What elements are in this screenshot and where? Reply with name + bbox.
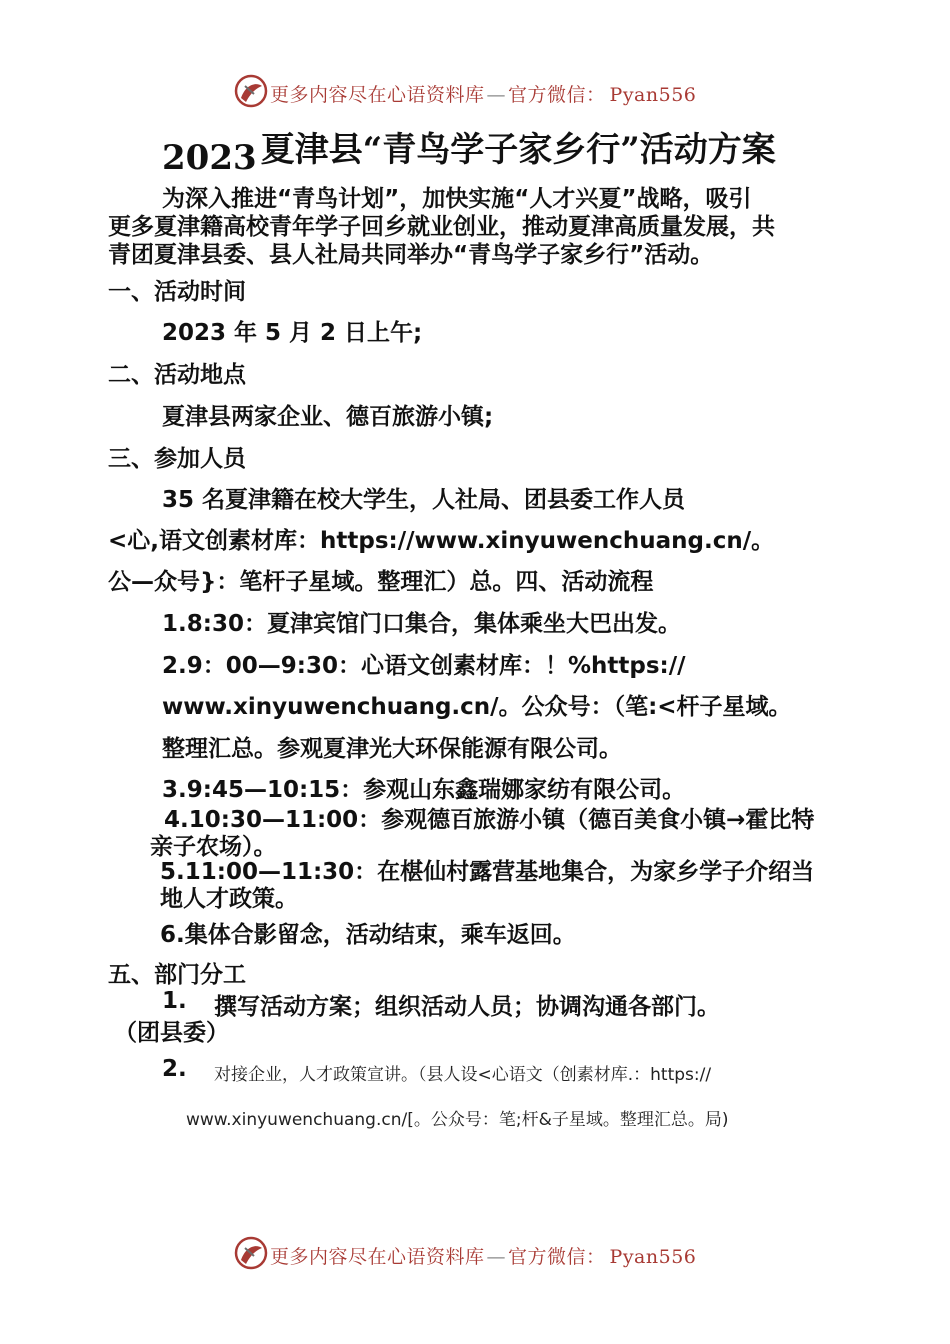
banner-official: 官方微信： <box>508 84 606 106</box>
section-2-body: 夏津县两家企业、德百旅游小镇; <box>162 404 494 430</box>
footer-banner-sep: — <box>486 1246 507 1268</box>
footer-banner <box>0 1236 950 1276</box>
header-banner <box>0 74 950 114</box>
brand-logo-icon <box>234 74 268 108</box>
flow-item-2a: 2.9：00—9:30：心语文创素材库：！%https:// <box>162 653 686 679</box>
intro-line-3: 青团夏津县委、县人社局共同举办“青鸟学子家乡行”活动。 <box>108 242 714 268</box>
flow-item-5a: 5.11:00—11:30：在椹仙村露营基地集合，为家乡学子介绍当 <box>160 859 815 885</box>
section-3-line-2: <心,语文创素材库：https://www.xinyuwenchuang.cn/。 <box>108 528 775 554</box>
section-5-heading: 五、部门分工 <box>108 962 246 988</box>
duty-2-number: 2. <box>162 1056 187 1082</box>
intro-line-1: 为深入推进“青鸟计划”，加快实施“人才兴夏”战略，吸引 <box>162 186 752 212</box>
section-1-body: 2023 年 5 月 2 日上午; <box>162 320 423 346</box>
duty-1-number: 1. <box>162 988 187 1014</box>
flow-item-4b: 亲子农场）。 <box>150 834 277 860</box>
title-text: 夏津县“青鸟学子家乡行”活动方案 <box>260 130 776 170</box>
duty-2-text: 对接企业，人才政策宣讲。（县人设<心语文（创素材库.：https:// <box>214 1065 712 1085</box>
footer-banner-official: 官方微信： <box>508 1246 606 1268</box>
flow-item-5b: 地人才政策。 <box>160 886 298 912</box>
title-year: 2023 <box>162 138 257 178</box>
section-2-heading: 二、活动地点 <box>108 362 246 388</box>
banner-sep: — <box>486 84 507 106</box>
footer-banner-wechat: Pyan556 <box>609 1246 697 1268</box>
flow-item-2c: 整理汇总。参观夏津光大环保能源有限公司。 <box>162 736 622 762</box>
page-title <box>162 122 776 178</box>
flow-item-1: 1.8:30：夏津宾馆门口集合，集体乘坐大巴出发。 <box>162 611 681 637</box>
footer-banner-text <box>270 1242 696 1269</box>
flow-item-2b: www.xinyuwenchuang.cn/。公众号：（笔:<杆子星域。 <box>162 694 792 720</box>
footer-banner-main: 更多内容尽在心语资料库 <box>270 1246 485 1268</box>
banner-wechat: Pyan556 <box>609 84 697 106</box>
duty-1-owner: （团县委） <box>114 1020 229 1046</box>
flow-item-6: 6.集体合影留念，活动结束，乘车返回。 <box>160 922 576 948</box>
intro-line-2: 更多夏津籍高校青年学子回乡就业创业，推动夏津高质量发展，共 <box>108 214 775 240</box>
section-3-body: 35 名夏津籍在校大学生，人社局、团县委工作人员 <box>162 487 686 513</box>
flow-item-4a: 4.10:30—11:00：参观德百旅游小镇（德百美食小镇→霍比特 <box>164 807 815 833</box>
duty-1-text: 撰写活动方案；组织活动人员；协调沟通各部门。 <box>214 994 720 1020</box>
banner-main: 更多内容尽在心语资料库 <box>270 84 485 106</box>
banner-text <box>270 80 696 107</box>
section-1-heading: 一、活动时间 <box>108 279 246 305</box>
section-3-heading: 三、参加人员 <box>108 446 246 472</box>
flow-item-3: 3.9:45—10:15：参观山东鑫瑞娜家纺有限公司。 <box>162 777 686 803</box>
duty-2-text-cont: www.xinyuwenchuang.cn/[。公众号：笔;杆&子星域。整理汇总。局) <box>186 1110 729 1130</box>
section-3-line-3: 公—众号}：笔杆子星域。整理汇）总。四、活动流程 <box>108 569 654 595</box>
brand-logo-icon <box>234 1236 268 1270</box>
